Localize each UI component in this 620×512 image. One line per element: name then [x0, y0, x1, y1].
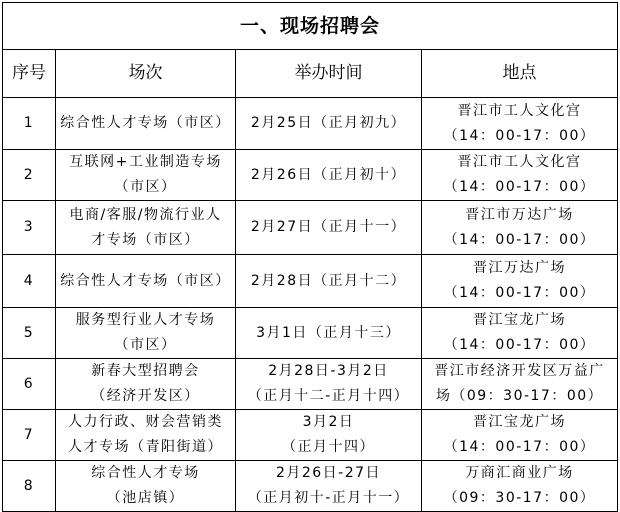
- cell-location-line: 晋江万达广场: [473, 260, 566, 276]
- cell-location-line: 晋江宝龙广场: [473, 312, 566, 328]
- title-row: [3, 3, 618, 50]
- cell-time-line: 3月2日: [302, 414, 355, 430]
- cell-location-line: （14：00-17：00）: [443, 439, 596, 455]
- cell-session: [56, 201, 236, 255]
- cell-time: [236, 255, 422, 308]
- cell-session-line: 人才专场（青阳街道）: [68, 439, 223, 455]
- cell-session: [56, 461, 236, 512]
- cell-session-line: 综合性人才专场（市区）: [60, 272, 231, 289]
- cell-time-line: 2月26日（正月初十）: [250, 166, 407, 183]
- header-session: 场次: [56, 50, 236, 98]
- cell-location-line: （14：00-17：00）: [443, 231, 596, 248]
- cell-time: [236, 359, 422, 410]
- table-row: [3, 359, 618, 410]
- cell-session: [56, 308, 236, 359]
- cell-time-line: 2月28日-3月2日: [268, 363, 389, 379]
- cell-time-line: （正月十四）: [282, 439, 375, 455]
- cell-time: [236, 410, 422, 461]
- cell-session-line: 服务型行业人才专场: [75, 312, 216, 328]
- cell-location: [422, 410, 618, 461]
- cell-location-line: 晋江市工人文化宫: [457, 102, 582, 119]
- header-time: 举办时间: [236, 50, 422, 98]
- cell-location-line: 场（09：30-17：00）: [435, 388, 604, 404]
- table-row: [3, 201, 618, 255]
- cell-time: [236, 201, 422, 255]
- table-row: [3, 255, 618, 308]
- cell-location-line: （14：00-17：00）: [443, 127, 596, 144]
- cell-time-line: 3月1日（正月十三）: [256, 324, 401, 341]
- cell-time: [236, 461, 422, 512]
- cell-session-line: （池店镇）: [106, 490, 185, 506]
- cell-time: [236, 150, 422, 201]
- cell-session-line: 互联网+工业制造专场: [69, 154, 222, 170]
- cell-time-line: 2月26日-27日: [275, 465, 382, 481]
- cell-session: [56, 98, 236, 150]
- cell-session: [56, 150, 236, 201]
- cell-index: 7: [3, 410, 56, 461]
- cell-session-line: 人力行政、财会营销类: [68, 414, 223, 430]
- cell-session: [56, 359, 236, 410]
- header-index: 序号: [3, 50, 56, 98]
- cell-session-line: （市区）: [114, 337, 177, 353]
- table-row: [3, 308, 618, 359]
- cell-location: [422, 359, 618, 410]
- cell-index: 2: [3, 150, 56, 201]
- table-row: [3, 410, 618, 461]
- cell-session-line: 电商/客服/物流行业人: [69, 206, 222, 223]
- cell-session-line: （市区）: [114, 179, 177, 195]
- cell-session: [56, 255, 236, 308]
- cell-location-line: （14：00-17：00）: [443, 337, 596, 353]
- table-title: 一、现场招聘会: [3, 3, 618, 50]
- cell-location: [422, 150, 618, 201]
- cell-session-line: 新春大型招聘会: [91, 363, 200, 379]
- cell-location-line: 晋江市工人文化宫: [457, 154, 582, 170]
- cell-time: [236, 98, 422, 150]
- cell-time-line: 2月27日（正月十一）: [250, 219, 407, 235]
- cell-location: [422, 308, 618, 359]
- header-row: [3, 50, 618, 98]
- cell-location-line: 晋江市万达广场: [465, 206, 574, 223]
- cell-location-line: （09：30-17：00）: [443, 490, 596, 506]
- cell-location-line: 晋江市经济开发区万益广: [434, 363, 605, 379]
- cell-session: [56, 410, 236, 461]
- header-location: 地点: [422, 50, 618, 98]
- cell-time-line: （正月初十-正月十一）: [247, 490, 410, 506]
- cell-time-line: 2月25日（正月初九）: [250, 115, 407, 131]
- cell-location: [422, 98, 618, 150]
- table-body: [3, 98, 618, 512]
- table-row: [3, 150, 618, 201]
- table-row: [3, 461, 618, 512]
- cell-index: 4: [3, 255, 56, 308]
- cell-location-line: 晋江宝龙广场: [473, 414, 566, 430]
- cell-index: 5: [3, 308, 56, 359]
- cell-session-line: （经济开发区）: [91, 388, 200, 404]
- cell-location-line: （14：00-17：00）: [443, 285, 596, 301]
- cell-session-line: 综合性人才专场: [91, 465, 200, 481]
- cell-location: [422, 201, 618, 255]
- cell-location-line: 万商汇商业广场: [465, 465, 574, 481]
- job-fair-table: [2, 2, 618, 512]
- cell-time-line: （正月十二-正月十四）: [247, 388, 410, 404]
- cell-index: 3: [3, 201, 56, 255]
- cell-location: [422, 461, 618, 512]
- table-row: [3, 98, 618, 150]
- cell-time: [236, 308, 422, 359]
- cell-session-line: 才专场（市区）: [91, 231, 200, 248]
- cell-session-line: 综合性人才专场（市区）: [60, 115, 231, 131]
- cell-location-line: （14：00-17：00）: [443, 179, 596, 195]
- cell-index: 1: [3, 98, 56, 150]
- cell-index: 6: [3, 359, 56, 410]
- cell-index: 8: [3, 461, 56, 512]
- cell-location: [422, 255, 618, 308]
- cell-time-line: 2月28日（正月十二）: [250, 272, 407, 289]
